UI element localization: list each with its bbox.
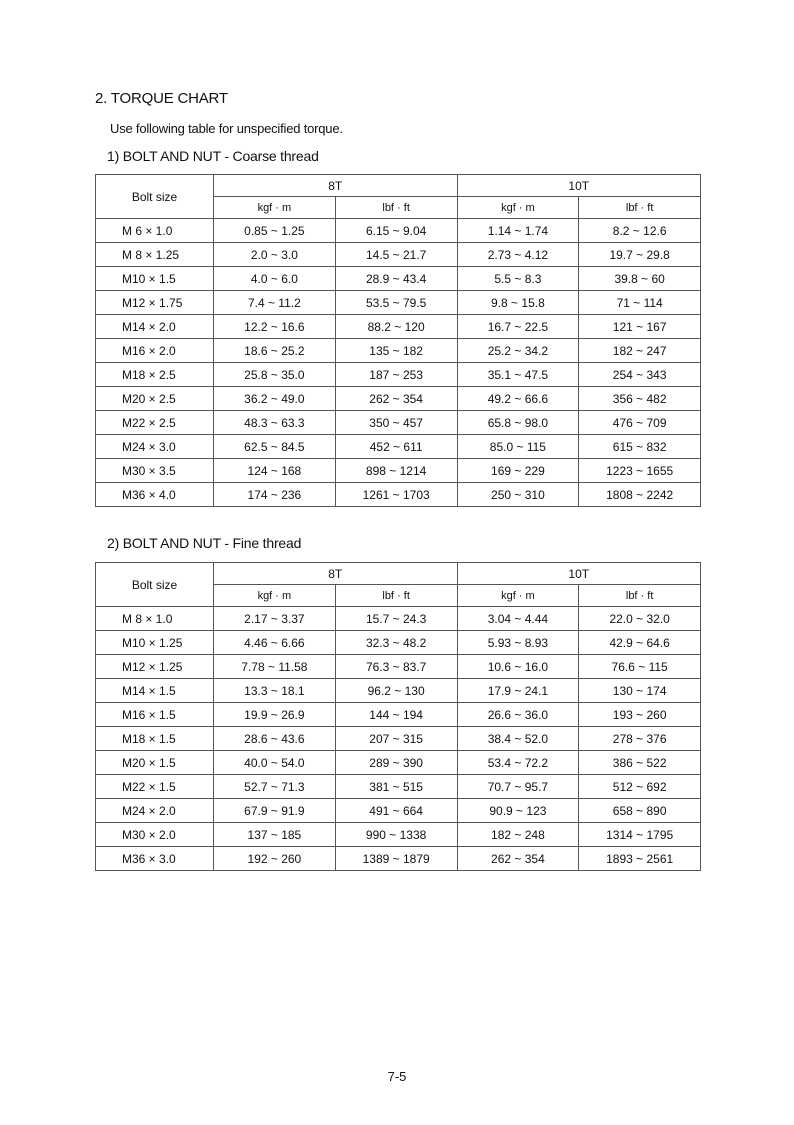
torque-10t-lbf-ft-cell: 182 ~ 247 <box>579 339 701 363</box>
torque-8t-lbf-ft-cell: 28.9 ~ 43.4 <box>335 267 457 291</box>
torque-8t-kgf-m-cell: 36.2 ~ 49.0 <box>214 387 336 411</box>
torque-8t-kgf-m-cell: 192 ~ 260 <box>214 847 336 871</box>
torque-10t-kgf-m-cell: 10.6 ~ 16.0 <box>457 655 579 679</box>
torque-10t-kgf-m-cell: 70.7 ~ 95.7 <box>457 775 579 799</box>
torque-8t-kgf-m-cell: 48.3 ~ 63.3 <box>214 411 336 435</box>
bolt-size-cell: M36 × 3.0 <box>96 847 214 871</box>
bolt-size-cell: M22 × 1.5 <box>96 775 214 799</box>
torque-8t-kgf-m-cell: 67.9 ~ 91.9 <box>214 799 336 823</box>
bolt-size-cell: M22 × 2.5 <box>96 411 214 435</box>
table-row <box>96 339 701 363</box>
unit-kgf-m-header: kgf · m <box>457 585 579 607</box>
table-row <box>96 823 701 847</box>
torque-8t-kgf-m-cell: 18.6 ~ 25.2 <box>214 339 336 363</box>
torque-8t-lbf-ft-cell: 32.3 ~ 48.2 <box>335 631 457 655</box>
torque-10t-lbf-ft-cell: 76.6 ~ 115 <box>579 655 701 679</box>
bolt-size-cell: M36 × 4.0 <box>96 483 214 507</box>
torque-10t-kgf-m-cell: 16.7 ~ 22.5 <box>457 315 579 339</box>
torque-10t-lbf-ft-cell: 615 ~ 832 <box>579 435 701 459</box>
bolt-size-cell: M14 × 2.0 <box>96 315 214 339</box>
table-body <box>96 607 701 871</box>
torque-8t-lbf-ft-cell: 76.3 ~ 83.7 <box>335 655 457 679</box>
bolt-size-cell: M24 × 2.0 <box>96 799 214 823</box>
bolt-size-header: Bolt size <box>96 563 214 607</box>
unit-lbf-ft-header: lbf · ft <box>579 197 701 219</box>
torque-8t-lbf-ft-cell: 289 ~ 390 <box>335 751 457 775</box>
torque-10t-lbf-ft-cell: 386 ~ 522 <box>579 751 701 775</box>
torque-10t-kgf-m-cell: 35.1 ~ 47.5 <box>457 363 579 387</box>
torque-10t-kgf-m-cell: 1.14 ~ 1.74 <box>457 219 579 243</box>
unit-kgf-m-header: kgf · m <box>214 585 336 607</box>
torque-8t-kgf-m-cell: 28.6 ~ 43.6 <box>214 727 336 751</box>
torque-10t-lbf-ft-cell: 1223 ~ 1655 <box>579 459 701 483</box>
torque-10t-kgf-m-cell: 53.4 ~ 72.2 <box>457 751 579 775</box>
table-row <box>96 799 701 823</box>
torque-8t-kgf-m-cell: 2.0 ~ 3.0 <box>214 243 336 267</box>
torque-10t-kgf-m-cell: 5.93 ~ 8.93 <box>457 631 579 655</box>
bolt-size-cell: M18 × 1.5 <box>96 727 214 751</box>
bolt-size-cell: M30 × 3.5 <box>96 459 214 483</box>
grade-10t-header: 10T <box>457 175 701 197</box>
bolt-size-cell: M 8 × 1.0 <box>96 607 214 631</box>
torque-10t-kgf-m-cell: 169 ~ 229 <box>457 459 579 483</box>
torque-10t-lbf-ft-cell: 39.8 ~ 60 <box>579 267 701 291</box>
torque-10t-kgf-m-cell: 85.0 ~ 115 <box>457 435 579 459</box>
torque-8t-kgf-m-cell: 4.46 ~ 6.66 <box>214 631 336 655</box>
bolt-size-cell: M10 × 1.5 <box>96 267 214 291</box>
grade-8t-header: 8T <box>214 563 458 585</box>
torque-10t-lbf-ft-cell: 356 ~ 482 <box>579 387 701 411</box>
bolt-size-cell: M20 × 1.5 <box>96 751 214 775</box>
bolt-size-cell: M 6 × 1.0 <box>96 219 214 243</box>
section-title-fine: 2) BOLT AND NUT - Fine thread <box>107 535 302 551</box>
torque-10t-kgf-m-cell: 250 ~ 310 <box>457 483 579 507</box>
torque-10t-lbf-ft-cell: 42.9 ~ 64.6 <box>579 631 701 655</box>
torque-8t-lbf-ft-cell: 88.2 ~ 120 <box>335 315 457 339</box>
torque-8t-kgf-m-cell: 7.4 ~ 11.2 <box>214 291 336 315</box>
torque-8t-lbf-ft-cell: 187 ~ 253 <box>335 363 457 387</box>
table-row <box>96 435 701 459</box>
bolt-size-cell: M16 × 2.0 <box>96 339 214 363</box>
torque-8t-lbf-ft-cell: 898 ~ 1214 <box>335 459 457 483</box>
intro-text: Use following table for unspecified torque. <box>110 121 343 136</box>
bolt-size-cell: M14 × 1.5 <box>96 679 214 703</box>
torque-10t-lbf-ft-cell: 1893 ~ 2561 <box>579 847 701 871</box>
bolt-size-cell: M30 × 2.0 <box>96 823 214 847</box>
table-row <box>96 727 701 751</box>
table-row <box>96 655 701 679</box>
torque-8t-kgf-m-cell: 40.0 ~ 54.0 <box>214 751 336 775</box>
bolt-size-cell: M20 × 2.5 <box>96 387 214 411</box>
torque-10t-kgf-m-cell: 3.04 ~ 4.44 <box>457 607 579 631</box>
table-row <box>96 243 701 267</box>
table-row <box>96 387 701 411</box>
torque-10t-lbf-ft-cell: 22.0 ~ 32.0 <box>579 607 701 631</box>
bolt-size-cell: M 8 × 1.25 <box>96 243 214 267</box>
table-body <box>96 219 701 507</box>
torque-10t-lbf-ft-cell: 658 ~ 890 <box>579 799 701 823</box>
torque-10t-kgf-m-cell: 49.2 ~ 66.6 <box>457 387 579 411</box>
torque-10t-lbf-ft-cell: 1314 ~ 1795 <box>579 823 701 847</box>
unit-lbf-ft-header: lbf · ft <box>579 585 701 607</box>
torque-10t-lbf-ft-cell: 278 ~ 376 <box>579 727 701 751</box>
table-row <box>96 411 701 435</box>
torque-8t-kgf-m-cell: 25.8 ~ 35.0 <box>214 363 336 387</box>
torque-8t-kgf-m-cell: 13.3 ~ 18.1 <box>214 679 336 703</box>
torque-10t-kgf-m-cell: 262 ~ 354 <box>457 847 579 871</box>
torque-10t-lbf-ft-cell: 193 ~ 260 <box>579 703 701 727</box>
table-row <box>96 679 701 703</box>
bolt-size-cell: M18 × 2.5 <box>96 363 214 387</box>
torque-10t-lbf-ft-cell: 8.2 ~ 12.6 <box>579 219 701 243</box>
table-row <box>96 291 701 315</box>
torque-10t-lbf-ft-cell: 130 ~ 174 <box>579 679 701 703</box>
table-row <box>96 607 701 631</box>
torque-10t-lbf-ft-cell: 71 ~ 114 <box>579 291 701 315</box>
torque-8t-kgf-m-cell: 0.85 ~ 1.25 <box>214 219 336 243</box>
torque-8t-kgf-m-cell: 52.7 ~ 71.3 <box>214 775 336 799</box>
torque-8t-lbf-ft-cell: 990 ~ 1338 <box>335 823 457 847</box>
torque-10t-kgf-m-cell: 2.73 ~ 4.12 <box>457 243 579 267</box>
torque-8t-lbf-ft-cell: 15.7 ~ 24.3 <box>335 607 457 631</box>
torque-8t-lbf-ft-cell: 96.2 ~ 130 <box>335 679 457 703</box>
torque-8t-lbf-ft-cell: 207 ~ 315 <box>335 727 457 751</box>
torque-10t-lbf-ft-cell: 19.7 ~ 29.8 <box>579 243 701 267</box>
torque-8t-lbf-ft-cell: 262 ~ 354 <box>335 387 457 411</box>
table-row <box>96 363 701 387</box>
torque-table-fine <box>95 562 701 871</box>
torque-8t-kgf-m-cell: 7.78 ~ 11.58 <box>214 655 336 679</box>
table-row <box>96 267 701 291</box>
torque-8t-lbf-ft-cell: 491 ~ 664 <box>335 799 457 823</box>
torque-8t-lbf-ft-cell: 53.5 ~ 79.5 <box>335 291 457 315</box>
torque-table-coarse <box>95 174 701 507</box>
torque-10t-lbf-ft-cell: 476 ~ 709 <box>579 411 701 435</box>
torque-10t-kgf-m-cell: 90.9 ~ 123 <box>457 799 579 823</box>
table-row <box>96 847 701 871</box>
torque-8t-kgf-m-cell: 2.17 ~ 3.37 <box>214 607 336 631</box>
unit-lbf-ft-header: lbf · ft <box>335 197 457 219</box>
torque-8t-kgf-m-cell: 124 ~ 168 <box>214 459 336 483</box>
table-row <box>96 775 701 799</box>
torque-8t-kgf-m-cell: 4.0 ~ 6.0 <box>214 267 336 291</box>
torque-8t-lbf-ft-cell: 381 ~ 515 <box>335 775 457 799</box>
page-title: 2. TORQUE CHART <box>95 90 228 107</box>
grade-8t-header: 8T <box>214 175 458 197</box>
torque-8t-lbf-ft-cell: 1389 ~ 1879 <box>335 847 457 871</box>
torque-10t-kgf-m-cell: 17.9 ~ 24.1 <box>457 679 579 703</box>
torque-8t-kgf-m-cell: 62.5 ~ 84.5 <box>214 435 336 459</box>
torque-8t-lbf-ft-cell: 14.5 ~ 21.7 <box>335 243 457 267</box>
torque-8t-kgf-m-cell: 174 ~ 236 <box>214 483 336 507</box>
torque-10t-kgf-m-cell: 38.4 ~ 52.0 <box>457 727 579 751</box>
torque-8t-lbf-ft-cell: 144 ~ 194 <box>335 703 457 727</box>
table-row <box>96 315 701 339</box>
table-row <box>96 459 701 483</box>
unit-kgf-m-header: kgf · m <box>214 197 336 219</box>
torque-8t-kgf-m-cell: 137 ~ 185 <box>214 823 336 847</box>
unit-kgf-m-header: kgf · m <box>457 197 579 219</box>
torque-8t-kgf-m-cell: 19.9 ~ 26.9 <box>214 703 336 727</box>
torque-8t-lbf-ft-cell: 1261 ~ 1703 <box>335 483 457 507</box>
grade-10t-header: 10T <box>457 563 701 585</box>
page-number: 7-5 <box>387 1069 407 1084</box>
torque-10t-kgf-m-cell: 25.2 ~ 34.2 <box>457 339 579 363</box>
torque-10t-kgf-m-cell: 182 ~ 248 <box>457 823 579 847</box>
torque-10t-kgf-m-cell: 5.5 ~ 8.3 <box>457 267 579 291</box>
bolt-size-header: Bolt size <box>96 175 214 219</box>
bolt-size-cell: M12 × 1.25 <box>96 655 214 679</box>
torque-10t-kgf-m-cell: 9.8 ~ 15.8 <box>457 291 579 315</box>
torque-8t-lbf-ft-cell: 452 ~ 611 <box>335 435 457 459</box>
section-title-coarse: 1) BOLT AND NUT - Coarse thread <box>107 148 319 164</box>
torque-10t-lbf-ft-cell: 512 ~ 692 <box>579 775 701 799</box>
torque-8t-lbf-ft-cell: 135 ~ 182 <box>335 339 457 363</box>
torque-10t-lbf-ft-cell: 254 ~ 343 <box>579 363 701 387</box>
table-row <box>96 483 701 507</box>
torque-10t-kgf-m-cell: 26.6 ~ 36.0 <box>457 703 579 727</box>
torque-8t-lbf-ft-cell: 6.15 ~ 9.04 <box>335 219 457 243</box>
table-row <box>96 703 701 727</box>
bolt-size-cell: M24 × 3.0 <box>96 435 214 459</box>
torque-10t-lbf-ft-cell: 1808 ~ 2242 <box>579 483 701 507</box>
torque-8t-lbf-ft-cell: 350 ~ 457 <box>335 411 457 435</box>
bolt-size-cell: M10 × 1.25 <box>96 631 214 655</box>
table-row <box>96 631 701 655</box>
table-row <box>96 751 701 775</box>
unit-lbf-ft-header: lbf · ft <box>335 585 457 607</box>
torque-10t-lbf-ft-cell: 121 ~ 167 <box>579 315 701 339</box>
bolt-size-cell: M12 × 1.75 <box>96 291 214 315</box>
table-row <box>96 219 701 243</box>
torque-8t-kgf-m-cell: 12.2 ~ 16.6 <box>214 315 336 339</box>
bolt-size-cell: M16 × 1.5 <box>96 703 214 727</box>
torque-10t-kgf-m-cell: 65.8 ~ 98.0 <box>457 411 579 435</box>
